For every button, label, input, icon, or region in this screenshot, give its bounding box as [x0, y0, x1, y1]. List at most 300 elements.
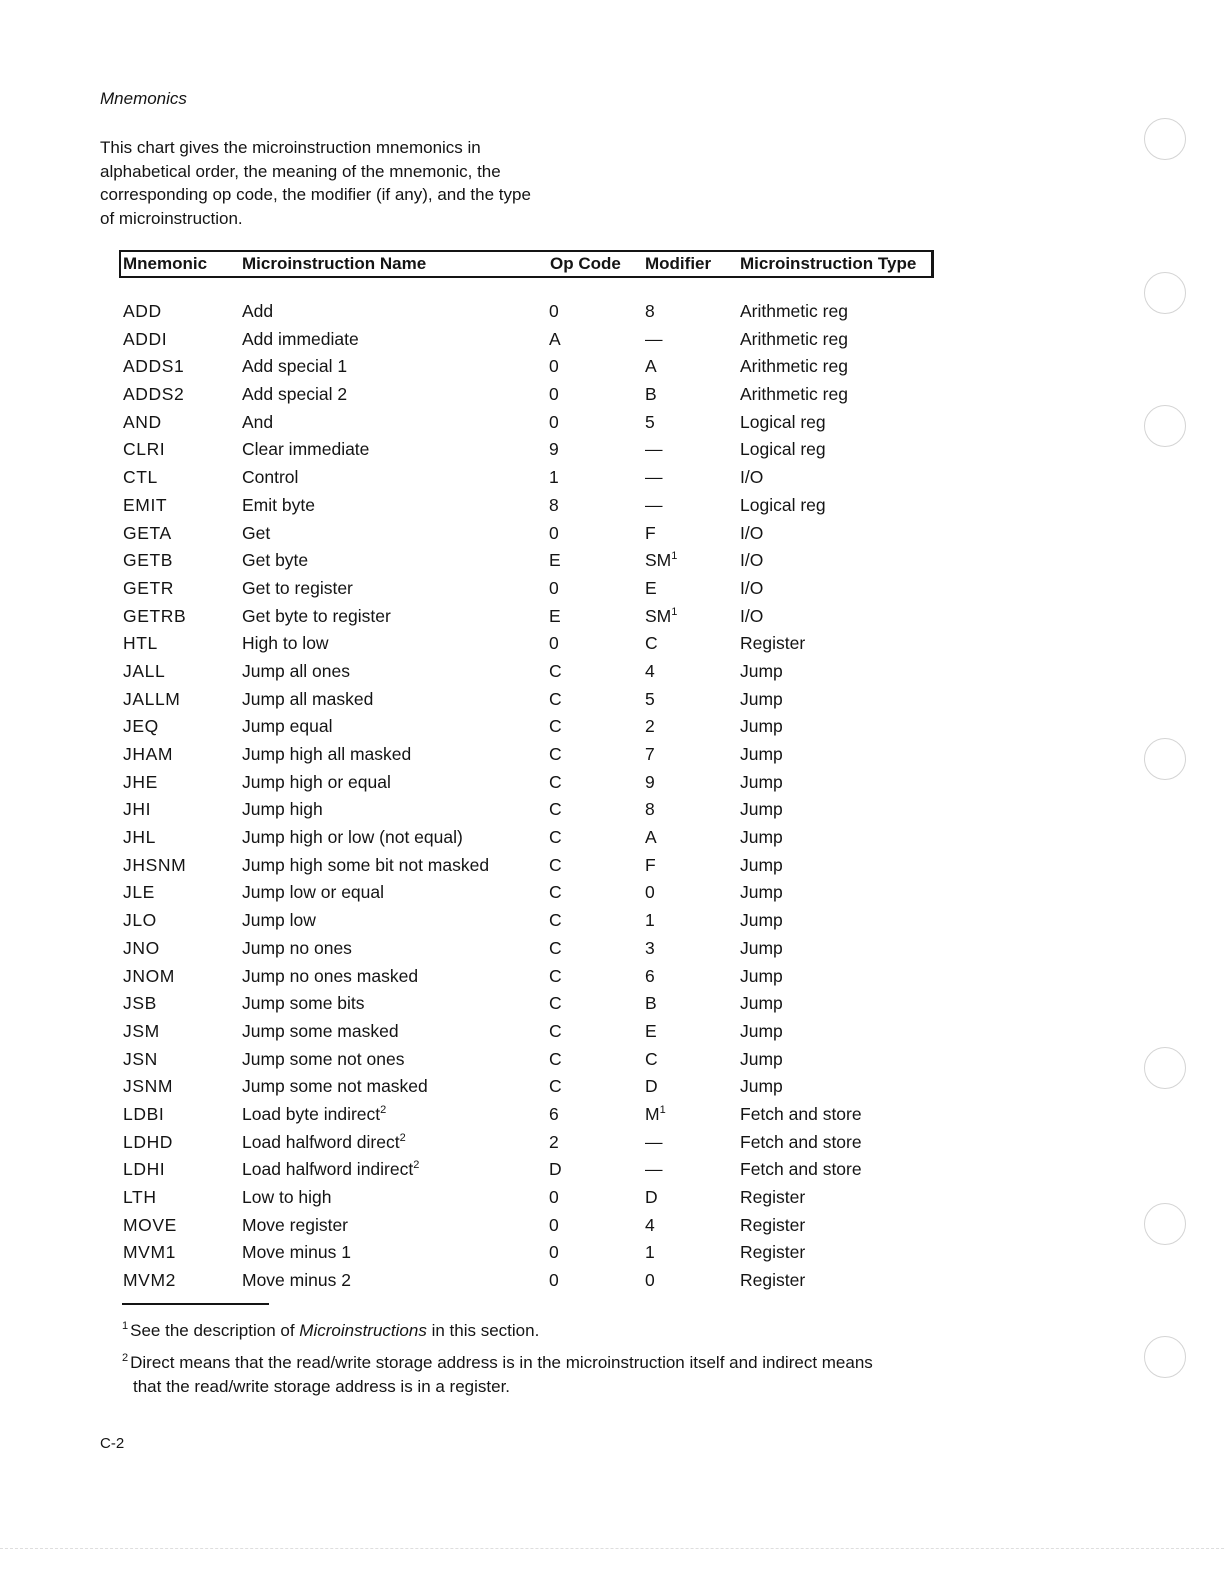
cell-name-text: Get to register	[242, 577, 353, 598]
cell-modifier	[645, 799, 655, 820]
cell-modifier	[645, 384, 657, 405]
cell-name-text: Jump some masked	[242, 1020, 399, 1041]
binder-hole	[1144, 738, 1186, 780]
cell-name	[242, 1270, 351, 1291]
cell-opcode	[549, 523, 559, 544]
cell-modifier-text: 5	[645, 688, 655, 709]
cell-modifier	[645, 744, 655, 765]
cell-name	[242, 1132, 406, 1153]
cell-mnemonic	[123, 1104, 164, 1125]
cell-opcode	[549, 966, 562, 987]
cell-mnemonic	[123, 966, 175, 987]
cell-modifier-text: 2	[645, 716, 655, 737]
cell-type-text: Jump	[740, 1020, 783, 1041]
cell-type-text: Register	[740, 1242, 806, 1263]
cell-modifier	[645, 633, 658, 654]
cell-type	[740, 467, 763, 488]
table-row	[0, 409, 1224, 437]
cell-type-text: I/O	[740, 605, 764, 626]
cell-mnemonic-text: JNOM	[123, 965, 175, 986]
table-row	[0, 298, 1224, 326]
cell-type-text: Logical reg	[740, 494, 826, 515]
cell-opcode-text: 0	[549, 633, 559, 654]
cell-opcode-text: C	[549, 688, 562, 709]
cell-modifier-text: 5	[645, 411, 655, 432]
cell-modifier-text: D	[645, 1076, 658, 1097]
cell-modifier	[645, 827, 657, 848]
cell-mnemonic-text: GETRB	[123, 605, 187, 626]
cell-opcode	[549, 329, 561, 350]
cell-modifier-text: 8	[645, 799, 655, 820]
header-type: Microinstruction Type	[740, 254, 917, 273]
table-row	[0, 492, 1224, 520]
table-row	[0, 1267, 1224, 1295]
cell-name	[242, 633, 329, 654]
cell-opcode-text: 8	[549, 494, 559, 515]
cell-name-text: Move minus 1	[242, 1242, 351, 1263]
cell-opcode	[549, 301, 559, 322]
cell-name	[242, 882, 384, 903]
cell-modifier	[645, 329, 663, 350]
cell-modifier	[645, 606, 677, 627]
cell-type	[740, 827, 783, 848]
cell-name	[242, 523, 270, 544]
cell-type-text: Register	[740, 1187, 806, 1207]
cell-modifier-text: SM	[645, 550, 672, 571]
table-row	[0, 769, 1224, 797]
cell-mnemonic	[123, 606, 186, 627]
footnote-1	[122, 1319, 882, 1343]
cell-mnemonic-text: JALLM	[123, 688, 181, 709]
cell-type-text: Jump	[740, 660, 783, 681]
table-row	[0, 963, 1224, 991]
cell-modifier-text: E	[645, 577, 657, 598]
cell-name-text: Control	[242, 467, 299, 488]
cell-name	[242, 966, 418, 987]
cell-opcode	[549, 1076, 562, 1097]
cell-modifier	[645, 1242, 655, 1263]
cell-name-text: Get	[242, 522, 271, 543]
cell-type	[740, 1242, 805, 1263]
cell-opcode-text: C	[549, 854, 562, 875]
cell-opcode	[549, 1021, 562, 1042]
cell-opcode-text: C	[549, 910, 562, 931]
cell-modifier	[645, 772, 655, 793]
cell-type	[740, 523, 763, 544]
cell-opcode	[549, 1104, 559, 1125]
table-row	[0, 852, 1224, 880]
cell-mnemonic	[123, 412, 162, 433]
cell-type	[740, 1215, 805, 1236]
cell-modifier	[645, 966, 655, 987]
table-row	[0, 630, 1224, 658]
cell-type	[740, 1132, 862, 1153]
cell-name	[242, 578, 353, 599]
cell-type-text: Jump	[740, 993, 783, 1014]
cell-opcode-text: 0	[549, 577, 559, 598]
cell-type-text: Jump	[740, 1076, 783, 1097]
cell-name-text: Move minus 2	[242, 1270, 351, 1291]
cell-mnemonic-text: JALL	[123, 660, 166, 681]
cell-modifier	[645, 1187, 658, 1208]
cell-name	[242, 1076, 428, 1097]
cell-name-text: Jump high some bit not masked	[242, 854, 490, 875]
cell-modifier-text: 6	[645, 965, 655, 986]
cell-type-text: Jump	[740, 799, 783, 820]
binder-hole	[1144, 1336, 1186, 1378]
cell-type	[740, 716, 783, 737]
table-row	[0, 990, 1224, 1018]
cell-modifier-text: 0	[645, 882, 655, 903]
cell-modifier	[645, 1159, 663, 1180]
cell-mnemonic	[123, 855, 186, 876]
cell-modifier-text: E	[645, 1020, 657, 1041]
cell-opcode	[549, 384, 559, 405]
cell-type	[740, 1021, 783, 1042]
cell-name	[242, 1242, 351, 1263]
section-title: Mnemonics	[100, 89, 187, 108]
binder-hole	[1144, 118, 1186, 160]
cell-mnemonic	[123, 689, 180, 710]
footnote-1-emphasis: Microinstructions	[299, 1321, 427, 1340]
cell-opcode-text: 9	[549, 439, 559, 460]
cell-modifier-text: —	[645, 328, 663, 349]
header-opcode: Op Code	[550, 254, 621, 273]
cell-opcode-text: C	[549, 660, 562, 681]
cell-type	[740, 329, 848, 350]
cell-modifier	[645, 1215, 655, 1236]
footnote-ref: 2	[399, 1131, 406, 1144]
header-modifier: Modifier	[645, 254, 712, 273]
cell-modifier-text: 3	[645, 937, 655, 958]
cell-opcode-text: 6	[549, 1103, 559, 1124]
cell-opcode	[549, 633, 559, 654]
cell-type-text: Arithmetic reg	[740, 328, 848, 349]
table-row	[0, 381, 1224, 409]
cell-opcode	[549, 855, 562, 876]
cell-type	[740, 910, 783, 931]
cell-opcode	[549, 716, 562, 737]
cell-mnemonic-text: JLO	[123, 910, 157, 931]
cell-opcode-text: 1	[549, 467, 559, 488]
cell-mnemonic-text: LTH	[123, 1187, 157, 1207]
cell-type	[740, 606, 763, 627]
cell-type	[740, 301, 848, 322]
cell-modifier-text: SM	[645, 605, 672, 626]
cell-opcode-text: 0	[549, 1270, 559, 1291]
table-row	[0, 520, 1224, 548]
cell-mnemonic-text: ADDI	[123, 328, 168, 349]
cell-mnemonic-text: GETB	[123, 550, 174, 571]
cell-type	[740, 938, 783, 959]
cell-name	[242, 1215, 348, 1236]
cell-modifier	[645, 1076, 658, 1097]
cell-mnemonic	[123, 550, 173, 571]
cell-modifier	[645, 1270, 655, 1291]
cell-type-text: Jump	[740, 744, 783, 764]
table-row	[0, 547, 1224, 575]
cell-name	[242, 329, 359, 350]
cell-opcode	[549, 578, 559, 599]
cell-name	[242, 550, 308, 571]
cell-opcode	[549, 412, 559, 433]
cell-modifier-text: D	[645, 1187, 658, 1207]
cell-mnemonic	[123, 439, 165, 460]
cell-opcode	[549, 1215, 559, 1236]
cell-opcode-text: C	[549, 937, 562, 958]
cell-mnemonic-text: JSM	[123, 1020, 160, 1041]
cell-name-text: Add special 1	[242, 356, 348, 377]
cell-opcode-text: E	[549, 550, 561, 571]
cell-mnemonic-text: JLE	[123, 882, 155, 903]
footnote-2-number: 2	[122, 1352, 129, 1364]
cell-name-text: Jump some not ones	[242, 1048, 405, 1069]
cell-name	[242, 827, 463, 848]
cell-type	[740, 495, 826, 516]
cell-type	[740, 578, 763, 599]
table-row	[0, 824, 1224, 852]
cell-mnemonic-text: JNO	[123, 937, 160, 958]
cell-name-text: Get byte	[242, 550, 309, 571]
table-row	[0, 575, 1224, 603]
cell-opcode	[549, 1187, 559, 1208]
cell-opcode	[549, 799, 562, 820]
cell-modifier-text: F	[645, 522, 656, 543]
cell-type-text: Jump	[740, 716, 783, 737]
cell-type	[740, 439, 826, 460]
footnote-ref: 1	[671, 550, 678, 563]
cell-opcode-text: 0	[549, 301, 559, 321]
cell-name-text: Move register	[242, 1214, 349, 1235]
cell-name-text: Jump some bits	[242, 993, 365, 1014]
cell-mnemonic	[123, 993, 157, 1014]
cell-opcode-text: C	[549, 882, 562, 903]
header-name: Microinstruction Name	[242, 254, 427, 273]
cell-type	[740, 744, 783, 765]
cell-type	[740, 384, 848, 405]
cell-mnemonic-text: JHSNM	[123, 854, 187, 875]
cell-opcode-text: 0	[549, 1214, 559, 1235]
cell-type	[740, 1076, 783, 1097]
cell-name-text: Jump high all masked	[242, 744, 412, 764]
cell-mnemonic-text: JSNM	[123, 1076, 174, 1097]
cell-name-text: Jump all masked	[242, 688, 374, 709]
cell-mnemonic	[123, 799, 151, 820]
table-row	[0, 1156, 1224, 1184]
cell-type-text: Arithmetic reg	[740, 384, 848, 405]
cell-type	[740, 966, 783, 987]
cell-mnemonic	[123, 938, 160, 959]
cell-name	[242, 1187, 332, 1208]
cell-opcode-text: 0	[549, 1187, 559, 1207]
cell-opcode	[549, 744, 562, 765]
cell-opcode-text: 2	[549, 1131, 559, 1152]
cell-modifier	[645, 855, 656, 876]
cell-opcode-text: C	[549, 965, 562, 986]
cell-name	[242, 855, 489, 876]
cell-name	[242, 467, 298, 488]
table-row	[0, 1073, 1224, 1101]
cell-modifier-text: —	[645, 439, 663, 460]
cell-type-text: Fetch and store	[740, 1159, 862, 1180]
cell-type	[740, 633, 805, 654]
footnote-2	[122, 1351, 893, 1398]
cell-opcode	[549, 882, 562, 903]
cell-type	[740, 799, 783, 820]
cell-mnemonic-text: LDHD	[123, 1131, 174, 1152]
cell-mnemonic-text: GETA	[123, 522, 172, 543]
cell-opcode-text: 0	[549, 384, 559, 405]
table-row	[0, 796, 1224, 824]
cell-opcode-text: C	[549, 716, 562, 737]
cell-modifier	[645, 356, 657, 377]
cell-name	[242, 495, 315, 516]
cell-type-text: Register	[740, 633, 806, 654]
cell-mnemonic	[123, 772, 158, 793]
cell-name-text: Jump high or equal	[242, 771, 391, 792]
cell-modifier-text: A	[645, 827, 657, 848]
cell-name	[242, 356, 347, 377]
cell-modifier	[645, 1132, 663, 1153]
cell-modifier-text: C	[645, 1048, 658, 1069]
cell-name-text: Jump low or equal	[242, 882, 385, 903]
cell-name-text: Jump all ones	[242, 660, 350, 681]
cell-mnemonic-text: GETR	[123, 577, 175, 598]
cell-modifier	[645, 412, 655, 433]
cell-name	[242, 301, 273, 322]
cell-mnemonic-text: JHE	[123, 771, 158, 792]
table-row	[0, 1129, 1224, 1157]
cell-mnemonic	[123, 1132, 173, 1153]
cell-opcode-text: C	[549, 1020, 562, 1041]
cell-modifier	[645, 301, 655, 322]
cell-mnemonic-text: EMIT	[123, 494, 168, 515]
cell-type-text: Jump	[740, 882, 783, 903]
cell-mnemonic-text: ADD	[123, 301, 162, 321]
table-row	[0, 1184, 1224, 1212]
binder-holes	[1140, 0, 1200, 1582]
cell-opcode-text: 0	[549, 356, 559, 377]
cell-mnemonic	[123, 467, 158, 488]
cell-opcode	[549, 993, 562, 1014]
footnote-1-number: 1	[122, 1320, 129, 1332]
cell-mnemonic	[123, 633, 158, 654]
cell-type-text: Jump	[740, 1048, 783, 1069]
cell-modifier-text: F	[645, 854, 656, 875]
cell-opcode-text: C	[549, 799, 562, 820]
cell-mnemonic-text: ADDS2	[123, 384, 185, 405]
cell-opcode-text: D	[549, 1159, 562, 1180]
binder-hole	[1144, 1047, 1186, 1089]
cell-modifier	[645, 550, 677, 571]
cell-mnemonic-text: JHAM	[123, 744, 174, 764]
cell-modifier	[645, 523, 656, 544]
cell-type	[740, 661, 783, 682]
cell-modifier	[645, 910, 655, 931]
cell-modifier-text: 9	[645, 771, 655, 792]
cell-mnemonic-text: MVM1	[123, 1242, 176, 1263]
cell-modifier-text: 1	[645, 1242, 655, 1263]
cell-mnemonic	[123, 744, 173, 765]
footnote-ref: 1	[659, 1103, 666, 1116]
cell-modifier	[645, 1021, 657, 1042]
footnote-2-text: Direct means that the read/write storage address is in the microinstruction itself and indirect means that the read/write storage address is in a register.	[130, 1353, 873, 1396]
cell-mnemonic	[123, 716, 159, 737]
table-row	[0, 713, 1224, 741]
cell-type-text: I/O	[740, 577, 764, 598]
cell-name	[242, 938, 352, 959]
cell-mnemonic-text: MOVE	[123, 1214, 177, 1235]
cell-name	[242, 1159, 419, 1180]
table-row	[0, 1212, 1224, 1240]
cell-mnemonic-text: JHI	[123, 799, 152, 820]
cell-mnemonic	[123, 301, 162, 322]
scan-edge-line	[0, 1548, 1224, 1549]
cell-opcode-text: 0	[549, 1242, 559, 1263]
cell-type-text: Logical reg	[740, 411, 826, 432]
cell-opcode	[549, 467, 559, 488]
table-row	[0, 1018, 1224, 1046]
cell-type-text: Jump	[740, 688, 783, 709]
cell-modifier-text: 8	[645, 301, 655, 321]
cell-name	[242, 716, 332, 737]
cell-opcode-text: C	[549, 1048, 562, 1069]
cell-name-text: Get byte to register	[242, 605, 391, 626]
cell-name-text: Jump some not masked	[242, 1076, 428, 1097]
cell-name-text: Low to high	[242, 1187, 332, 1207]
table-row	[0, 326, 1224, 354]
table-row	[0, 1101, 1224, 1129]
cell-type-text: Fetch and store	[740, 1103, 862, 1124]
cell-mnemonic	[123, 1049, 158, 1070]
cell-name	[242, 799, 323, 820]
cell-type-text: Jump	[740, 827, 783, 848]
binder-hole	[1144, 405, 1186, 447]
cell-name	[242, 689, 373, 710]
cell-type	[740, 1049, 783, 1070]
cell-mnemonic	[123, 1021, 160, 1042]
cell-modifier-text: A	[645, 356, 657, 377]
footnote-ref: 2	[380, 1103, 387, 1116]
cell-name-text: Jump low	[242, 910, 316, 931]
cell-modifier	[645, 1049, 658, 1070]
table-row	[0, 686, 1224, 714]
cell-type	[740, 882, 783, 903]
footnote-rule	[122, 1303, 269, 1305]
cell-name	[242, 1104, 386, 1125]
cell-name-text: And	[242, 411, 274, 432]
cell-mnemonic	[123, 1187, 157, 1208]
cell-name	[242, 439, 369, 460]
cell-mnemonic-text: JHL	[123, 827, 156, 848]
table-row	[0, 1239, 1224, 1267]
cell-type-text: Jump	[740, 854, 783, 875]
cell-type-text: Arithmetic reg	[740, 356, 848, 377]
cell-modifier-text: —	[645, 1131, 663, 1152]
cell-opcode-text: 0	[549, 522, 559, 543]
cell-mnemonic	[123, 1215, 177, 1236]
cell-mnemonic-text: JSN	[123, 1048, 158, 1069]
cell-type-text: Register	[740, 1270, 806, 1291]
cell-opcode	[549, 689, 562, 710]
cell-mnemonic	[123, 1159, 165, 1180]
cell-name-text: Load halfword direct	[242, 1131, 400, 1152]
cell-type	[740, 689, 783, 710]
cell-modifier	[645, 578, 657, 599]
cell-type-text: Arithmetic reg	[740, 301, 848, 321]
cell-name	[242, 1021, 399, 1042]
cell-name	[242, 744, 411, 765]
